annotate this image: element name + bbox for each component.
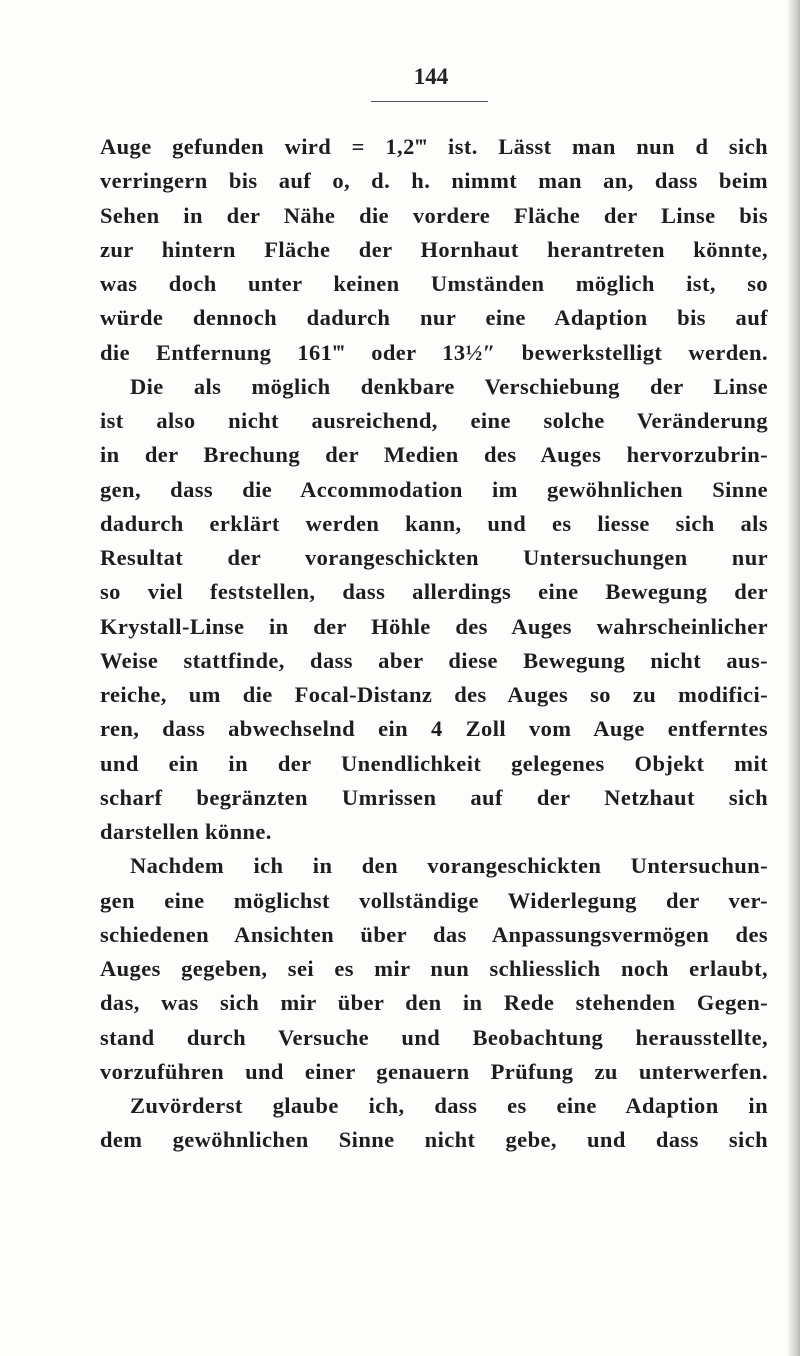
text-line: die Entfernung 161‴ oder 13½″ bewerkstelligt werden. [100, 339, 768, 365]
text-line: und ein in der Unendlichkeit gelegenes Objekt mit [100, 750, 768, 776]
text-line: Resultat der vorangeschickten Untersuchungen nur [100, 545, 768, 570]
text-line: würde dennoch dadurch nur eine Adaption bis auf [100, 305, 768, 331]
text-line: Weise stattfinde, dass aber diese Bewegung nicht aus- [100, 647, 768, 673]
body-text [100, 130, 768, 1158]
text-line: stand durch Versuche und Beobachtung herausstellte, [100, 1024, 768, 1050]
text-line: verringern bis auf o, d. h. nimmt man an, dass beim [100, 168, 768, 194]
text-line: vorzuführen und einer genauern Prüfung zu unterwerfen. [100, 1058, 768, 1084]
text-line: Auge gefunden wird = 1,2‴ ist. Lässt man nun d sich [100, 134, 768, 159]
text-line: reiche, um die Focal-Distanz des Auges so zu modifici- [100, 682, 768, 707]
text-line: gen eine möglichst vollständige Widerlegung der ver- [100, 887, 768, 913]
text-line: Auges gegeben, sei es mir nun schliesslich noch erlaubt, [100, 956, 768, 981]
text-line: Zuvörderst glaube ich, dass es eine Adaption in [130, 1093, 768, 1118]
text-line: dadurch erklärt werden kann, und es liesse sich als [100, 510, 768, 536]
text-line: darstellen könne. [100, 819, 272, 844]
paragraph-2 [100, 370, 768, 850]
text-line: ist also nicht ausreichend, eine solche Veränderung [100, 408, 768, 433]
text-line: ren, dass abwechselnd ein 4 Zoll vom Auge entferntes [100, 716, 768, 742]
paragraph-4 [100, 1089, 768, 1158]
page-number: 144 [413, 64, 449, 89]
text-line: scharf begränzten Umrissen auf der Netzhaut sich [100, 784, 768, 810]
paragraph-3 [100, 849, 768, 1089]
header-rule [371, 101, 488, 102]
text-line: gen, dass die Accommodation im gewöhnlichen Sinne [100, 476, 768, 502]
text-line: Nachdem ich in den vorangeschickten Untersuchun- [130, 853, 768, 879]
text-line: Die als möglich denkbare Verschiebung der Linse [130, 373, 768, 399]
text-line: was doch unter keinen Umständen möglich ist, so [100, 271, 768, 296]
paragraph-1 [100, 130, 768, 370]
page-edge [788, 0, 800, 1356]
text-line: Sehen in der Nähe die vordere Fläche der Linse bis [100, 202, 768, 228]
text-line: zur hintern Fläche der Hornhaut herantreten könnte, [100, 236, 768, 262]
text-line: das, was sich mir über den in Rede stehenden Gegen- [100, 990, 768, 1016]
text-line: Krystall-Linse in der Höhle des Auges wahrscheinlicher [100, 613, 768, 639]
text-line: dem gewöhnlichen Sinne nicht gebe, und dass sich [100, 1127, 768, 1153]
text-line: in der Brechung der Medien des Auges hervorzubrin- [100, 442, 768, 468]
text-line: schiedenen Ansichten über das Anpassungsvermögen des [100, 921, 768, 947]
text-line: so viel feststellen, dass allerdings eine Bewegung der [100, 579, 768, 605]
